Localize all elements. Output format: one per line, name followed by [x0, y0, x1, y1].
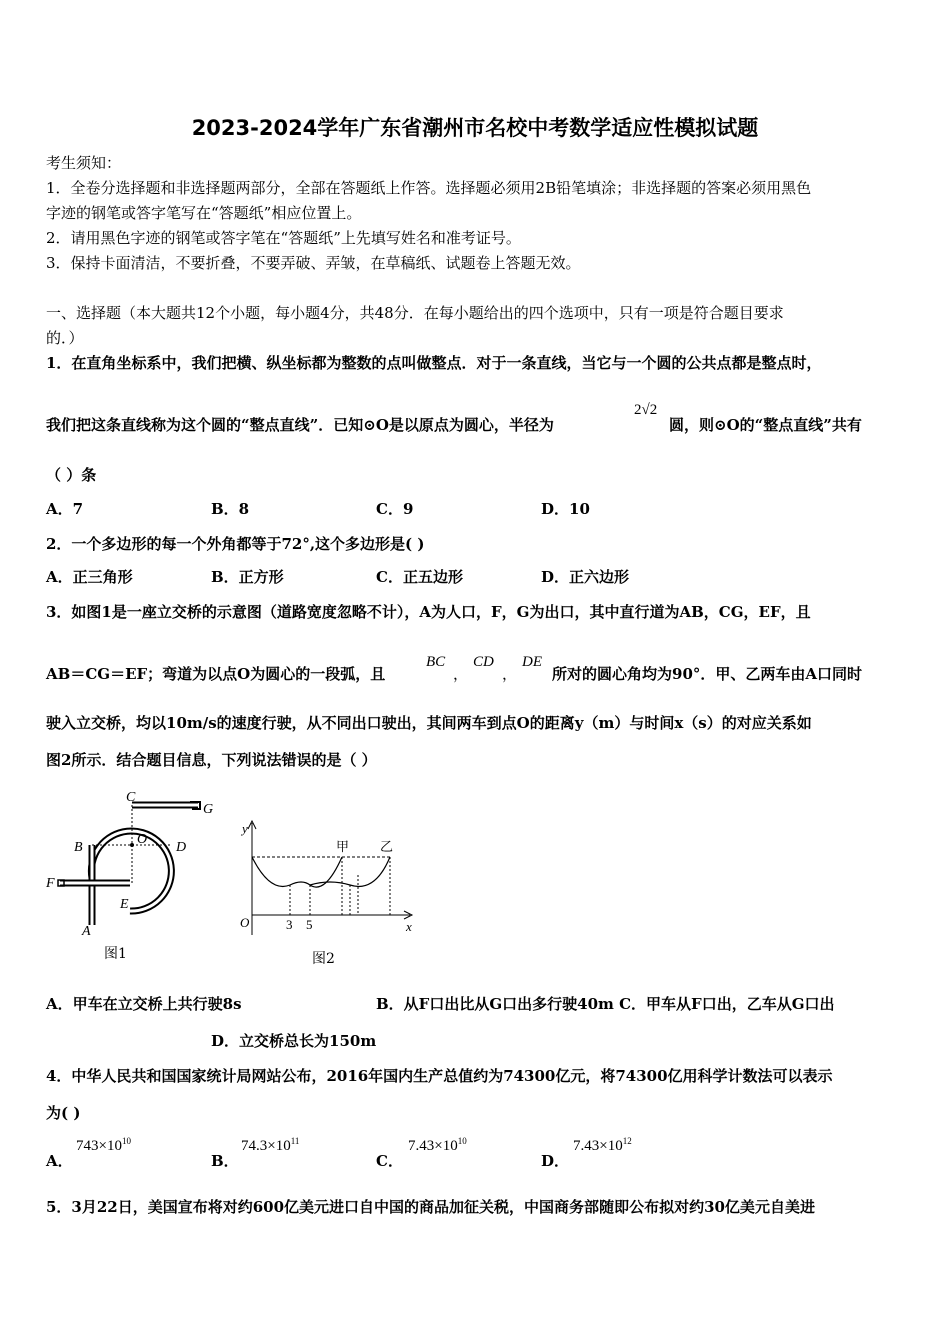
q1-line-2b: 圆，则⊙O的“整点直线”共有: [669, 416, 862, 434]
notice-line-2: 2．请用黑色字迹的钢笔或答字笔在“答题纸”上先填写姓名和准考证号。: [46, 229, 521, 247]
page-title: 2023-2024学年广东省潮州市名校中考数学适应性模拟试题: [191, 116, 759, 140]
q3-option-d[interactable]: D．立交桥总长为150m: [211, 1032, 377, 1050]
q3-option-b-c[interactable]: B．从F口出比从G口出多行驶40m C．甲车从F口出，乙车从G口出: [376, 995, 835, 1013]
fig1-label-f: F: [46, 876, 55, 891]
q4-option-b-letter[interactable]: B．: [211, 1152, 239, 1170]
q5-line-1: 5．3月22日，美国宣布将对约600亿美元进口自中国的商品加征关税，中国商务部随即公布拟对约30亿美元自美进: [46, 1198, 815, 1216]
q3-arc-bc: BC: [426, 654, 446, 670]
fig2-origin: O: [240, 915, 250, 930]
q3-option-a[interactable]: A．甲车在立交桥上共行驶8s: [46, 995, 242, 1013]
fig2-axis-y: y: [242, 821, 248, 836]
fig1-label-a: A: [82, 924, 91, 939]
figure-1-interchange: [40, 785, 225, 970]
q4-option-a-value: $743\times 10^{10}$: [76, 1136, 131, 1154]
q3-comma-1: ，: [453, 665, 469, 683]
q2-option-b[interactable]: B．正方形: [211, 568, 284, 586]
q1-option-b[interactable]: B．8: [211, 500, 250, 518]
q2-option-a[interactable]: A．正三角形: [46, 568, 133, 586]
fig2-axis-x: x: [406, 919, 412, 934]
fig1-label-c: C: [126, 790, 136, 805]
fig1-label-d: D: [176, 840, 187, 855]
fig1-label-b: B: [74, 840, 83, 855]
q1-option-d[interactable]: D．10: [541, 500, 590, 518]
figure-2-caption: 图2: [312, 951, 335, 967]
fig2-label-yi: 乙: [380, 840, 394, 855]
q3-line-1: 3．如图1是一座立交桥的示意图（道路宽度忽略不计），A为人口，F，G为出口，其中直行道为AB，CG，EF，且: [46, 603, 811, 621]
notice-heading: 考生须知：: [46, 154, 122, 172]
q3-line-3: 驶入立交桥，均以10m/s的速度行驶，从不同出口驶出，其间两车到点O的距离y（m）与时间x（s）的对应关系如: [46, 714, 812, 732]
notice-line-1b: 字迹的钢笔或答字笔写在“答题纸”相应位置上。: [46, 204, 362, 222]
notice-line-3: 3．保持卡面清洁，不要折叠，不要弄破、弄皱，在草稿纸、试题卷上答题无效。: [46, 254, 581, 272]
q4-option-c-letter[interactable]: C．: [376, 1152, 403, 1170]
notice-line-1: 1．全卷分选择题和非选择题两部分，全部在答题纸上作答。选择题必须用2B铅笔填涂；非选择题的答案必须用黑色: [46, 179, 812, 197]
q3-line-2b: 所对的圆心角均为90°．甲、乙两车由A口同时: [552, 665, 863, 683]
q4-option-a-letter[interactable]: A．: [46, 1152, 73, 1170]
q4-option-d-letter[interactable]: D．: [541, 1152, 570, 1170]
fig2-tick-5: 5: [306, 917, 313, 932]
q1-radius: 2√2: [634, 402, 658, 418]
q4-option-c-value: $7.43\times 10^{10}$: [408, 1136, 467, 1154]
q4-option-b-value: $74.3\times 10^{11}$: [241, 1136, 300, 1154]
q3-arc-cd: CD: [473, 654, 494, 670]
q3-comma-2: ，: [502, 665, 518, 683]
section-heading-line-1: 一、选择题（本大题共12个小题，每小题4分，共48分．在每小题给出的四个选项中，只有一项是符合题目要求: [46, 304, 784, 322]
fig2-label-jia: 甲: [336, 840, 350, 855]
fig1-label-o: O: [137, 832, 148, 847]
q1-line-2a: 我们把这条直线称为这个圆的“整点直线”．已知⊙O是以原点为圆心，半径为: [46, 416, 554, 434]
q2-stem: 2．一个多边形的每一个外角都等于72°,这个多边形是( ): [46, 535, 425, 553]
fig2-tick-3: 3: [286, 917, 293, 932]
q3-line-2a: AB＝CG＝EF；弯道为以点O为圆心的一段弧，且: [46, 665, 386, 683]
q1-option-a[interactable]: A．7: [46, 500, 84, 518]
fig1-label-e: E: [120, 897, 129, 912]
q1-option-c[interactable]: C．9: [376, 500, 414, 518]
q3-arc-de: DE: [522, 654, 542, 670]
section-heading-line-2: 的．）: [46, 329, 84, 347]
q4-option-d-value: $7.43\times 10^{12}$: [573, 1136, 632, 1154]
q4-line-1: 4．中华人民共和国国家统计局网站公布，2016年国内生产总值约为74300亿元，将74300亿用科学计数法可以表示: [46, 1067, 833, 1085]
fig1-label-g: G: [203, 802, 214, 817]
q3-line-4: 图2所示．结合题目信息，下列说法错误的是（ ）: [46, 751, 377, 769]
q2-option-d[interactable]: D．正六边形: [541, 568, 630, 586]
q4-line-2: 为( ): [46, 1104, 81, 1122]
figure-1-caption: 图1: [104, 946, 127, 962]
q1-line-3: （ ）条: [46, 466, 97, 484]
q1-line-1: 1．在直角坐标系中，我们把横、纵坐标都为整数的点叫做整点．对于一条直线，当它与一个圆的公共点都是整点时，: [46, 354, 822, 372]
q2-option-c[interactable]: C．正五边形: [376, 568, 463, 586]
figure-2-graph: [230, 815, 430, 945]
